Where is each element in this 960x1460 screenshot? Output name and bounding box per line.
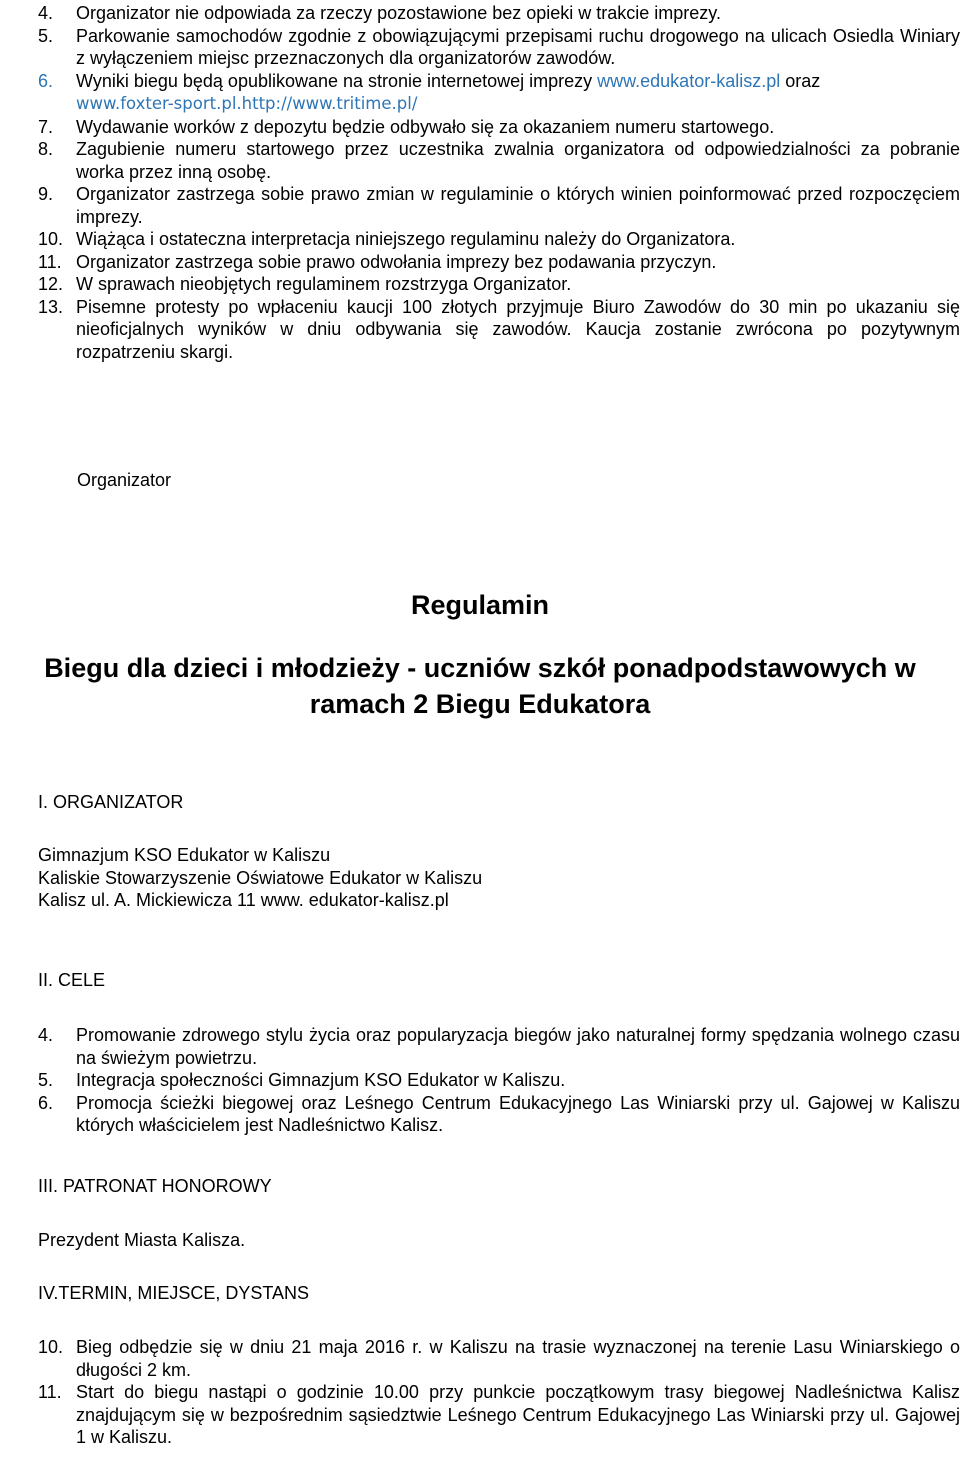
list-item <box>38 2 960 25</box>
item-text: Promocja ścieżki biegowej oraz Leśnego Centrum Edukacyjnego Las Winiarski przy ul. Gajowej w Kaliszu których właścicielem jest Nadleśnictwo Kalisz. <box>76 1092 960 1135</box>
item-text: Promowanie zdrowego stylu życia oraz popularyzacja biegów jako naturalnej formy spędzania wolnego czasu na świeżym powietrzu. <box>76 1025 960 1068</box>
item-number: 11. <box>38 251 62 272</box>
page-subtitle: Biegu dla dzieci i młodzieży - uczniów szkół ponadpodstawowych w ramach 2 Biegu Edukatora <box>44 653 916 719</box>
signature-organizator: Organizator <box>77 470 172 490</box>
patron-text: Prezydent Miasta Kalisza. <box>38 1230 246 1250</box>
list-item <box>38 25 960 70</box>
item-text: Start do biegu nastąpi o godzinie 10.00 przy punkcie początkowym trasy biegowej Nadleśnictwa Kalisz znajdującym się w bezpośrednim sąsiedztwie Leśnego Centrum Edukacyjnego Las Winiarski przy ul. Gajowej 1 w Kaliszu. <box>76 1382 960 1447</box>
item-text: Organizator nie odpowiada za rzeczy pozostawione bez opieki w trakcie imprezy. <box>76 3 721 23</box>
list-item <box>38 138 960 183</box>
list-item <box>38 251 960 274</box>
list-item <box>38 1092 960 1137</box>
list-item <box>38 296 960 364</box>
organizer-line: Kaliskie Stowarzyszenie Oświatowe Edukator w Kaliszu <box>38 867 483 888</box>
rules-list-top <box>38 2 960 363</box>
section-heading-cele: II. CELE <box>38 970 106 990</box>
item-text-mid: oraz <box>780 70 821 91</box>
item-number: 8. <box>38 139 54 159</box>
section-heading-termin: IV.TERMIN, MIEJSCE, DYSTANS <box>38 1283 310 1303</box>
item-number: 5. <box>38 1070 54 1090</box>
item-text: Wyniki biegu będą opublikowane na stronie internetowej imprezy <box>76 70 598 91</box>
list-item <box>38 116 960 139</box>
list-item-results <box>38 70 960 116</box>
item-text: Integracja społeczności Gimnazjum KSO Edukator w Kaliszu. <box>76 1070 566 1090</box>
item-number: 11. <box>38 1382 62 1402</box>
item-number: 4. <box>38 1025 54 1045</box>
item-text: Organizator zastrzega sobie prawo odwołania imprezy bez podawania przyczyn. <box>76 251 717 272</box>
item-text: Pisemne protesty po wpłaceniu kaucji 100 złotych przyjmuje Biuro Zawodów do 30 min po ukazaniu się nieoficjalnych wyników w dniu odbywania się zawodów. Kaucja zostanie zwrócona po pozytywnym rozpatrzeniu skargi. <box>76 296 960 362</box>
organizer-line: Gimnazjum KSO Edukator w Kaliszu <box>38 845 331 865</box>
results-link-edukator[interactable]: www.edukator-kalisz.pl <box>597 70 781 91</box>
item-text: Wydawanie worków z depozytu będzie odbywało się za okazaniem numeru startowego. <box>76 116 775 137</box>
organizer-line: Kalisz ul. A. Mickiewicza 11 www. edukator-kalisz.pl <box>38 890 449 910</box>
item-number: 6. <box>38 70 54 91</box>
item-number: 7. <box>38 116 54 137</box>
item-text: Organizator zastrzega sobie prawo zmian w regulaminie o których winien poinformować przed rozpoczęciem imprezy. <box>76 184 960 227</box>
item-text: Bieg odbędzie się w dniu 21 maja 2016 r. w Kaliszu na trasie wyznaczonej na terenie Lasu Winiarskiego o długości 2 km. <box>76 1337 960 1380</box>
list-item <box>38 1381 960 1449</box>
item-number: 5. <box>38 25 54 46</box>
item-number: 6. <box>38 1092 54 1113</box>
list-item <box>38 228 960 251</box>
section-heading-patronat: III. PATRONAT HONOROWY <box>38 1176 272 1196</box>
organizer-details <box>38 844 482 912</box>
item-number: 10. <box>38 229 64 249</box>
list-item <box>38 183 960 228</box>
item-number: 4. <box>38 3 54 23</box>
item-text: Parkowanie samochodów zgodnie z obowiązującymi przepisami ruchu drogowego na ulicach Osiedla Winiary z wyłączeniem miejsc przeznaczonych dla organizatorów zawodów. <box>76 25 960 68</box>
item-number: 9. <box>38 184 54 204</box>
item-number: 10. <box>38 1337 64 1357</box>
item-text: Wiążąca i ostateczna interpretacja niniejszego regulaminu należy do Organizatora. <box>76 229 736 249</box>
item-number: 13. <box>38 296 64 317</box>
list-item <box>38 1024 960 1069</box>
section-heading-organizator: I. ORGANIZATOR <box>38 792 184 812</box>
list-item <box>38 273 960 296</box>
item-text: W sprawach nieobjętych regulaminem rozstrzyga Organizator. <box>76 274 572 294</box>
item-number: 12. <box>38 274 64 294</box>
goals-list <box>38 1024 960 1137</box>
list-item <box>38 1336 960 1381</box>
list-item <box>38 1069 960 1092</box>
results-link-foxter-tritime[interactable]: www.foxter-sport.pl.http://www.tritime.pl/ <box>76 94 418 113</box>
schedule-list <box>38 1336 960 1449</box>
page-title: Regulamin <box>410 590 550 620</box>
item-text: Zagubienie numeru startowego przez uczestnika zwalnia organizatora od odpowiedzialności za pobranie worka przez inną osobę. <box>76 139 960 182</box>
